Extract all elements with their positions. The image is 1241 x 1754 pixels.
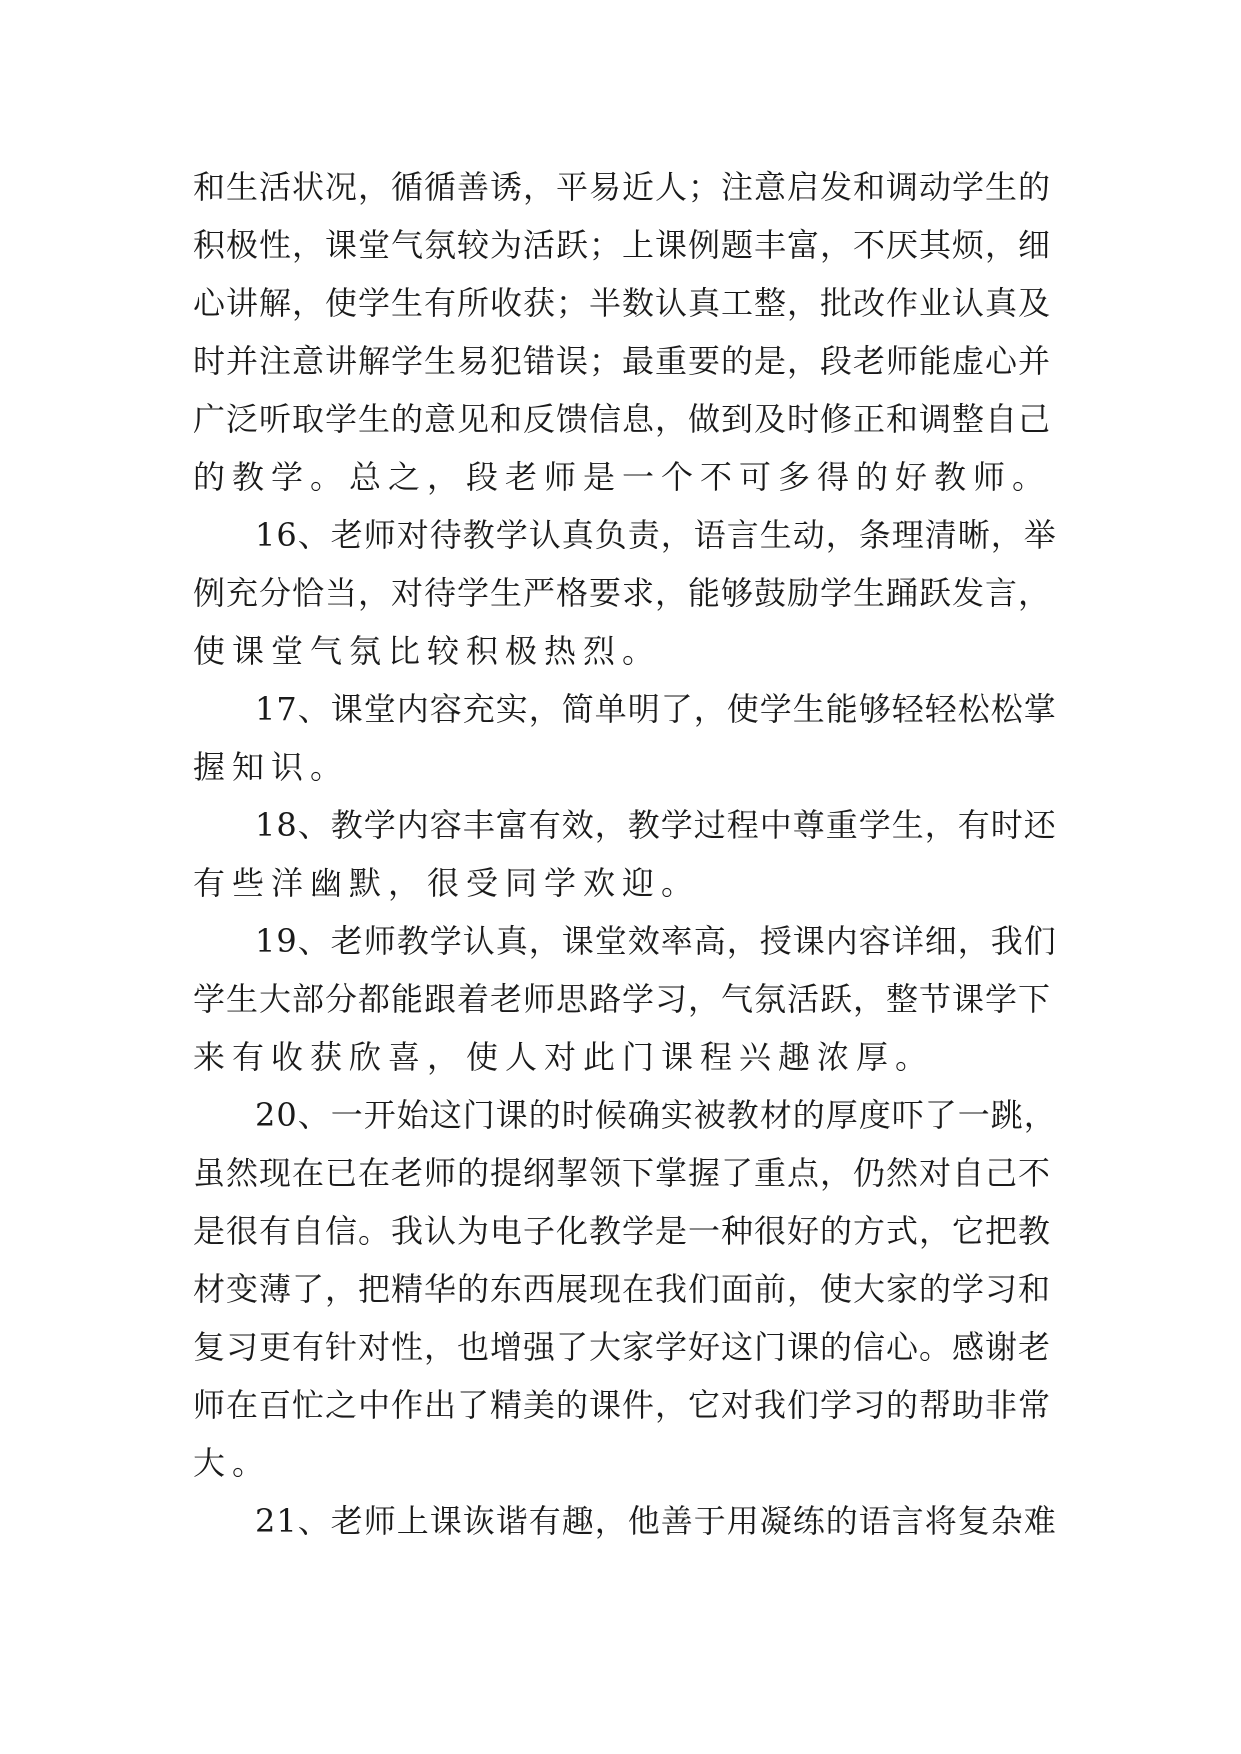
paragraph-start-line: 18、教学内容丰富有效，教学过程中尊重学生，有时还 — [255, 806, 1057, 844]
text-line: 广泛听取学生的意见和反馈信息，做到及时修正和调整自己 — [193, 400, 1052, 438]
text-line: 握知识。 — [193, 748, 350, 786]
text-line: 复习更有针对性，也增强了大家学好这门课的信心。感谢老 — [193, 1328, 1052, 1366]
text-line: 有些洋幽默，很受同学欢迎。 — [193, 864, 701, 902]
text-line: 的教学。总之，段老师是一个不可多得的好教师。 — [193, 458, 1052, 496]
text-line: 材变薄了，把精华的东西展现在我们面前，使大家的学习和 — [193, 1270, 1052, 1308]
text-line: 使课堂气氛比较积极热烈。 — [193, 632, 662, 670]
paragraph-start-line: 20、一开始这门课的时候确实被教材的厚度吓了一跳， — [255, 1096, 1057, 1134]
text-line: 学生大部分都能跟着老师思路学习，气氛活跃，整节课学下 — [193, 980, 1052, 1018]
document-body — [193, 158, 1063, 1550]
text-line: 例充分恰当，对待学生严格要求，能够鼓励学生踊跃发言， — [193, 574, 1052, 612]
text-line: 是很有自信。我认为电子化教学是一种很好的方式，它把教 — [193, 1212, 1052, 1250]
text-line: 和生活状况，循循善诱，平易近人；注意启发和调动学生的 — [193, 168, 1052, 206]
text-line: 心讲解，使学生有所收获；半数认真工整，批改作业认真及 — [193, 284, 1052, 322]
text-line: 时并注意讲解学生易犯错误；最重要的是，段老师能虚心并 — [193, 342, 1052, 380]
text-line: 来有收获欣喜，使人对此门课程兴趣浓厚。 — [193, 1038, 935, 1076]
paragraph-start-line: 19、老师教学认真，课堂效率高，授课内容详细，我们 — [255, 922, 1057, 960]
text-line: 师在百忙之中作出了精美的课件，它对我们学习的帮助非常 — [193, 1386, 1052, 1424]
paragraph-start-line: 21、老师上课诙谐有趣，他善于用凝练的语言将复杂难 — [255, 1502, 1057, 1540]
text-line: 积极性，课堂气氛较为活跃；上课例题丰富，不厌其烦，细 — [193, 226, 1052, 264]
text-line: 大。 — [193, 1444, 272, 1482]
text-line: 虽然现在已在老师的提纲挈领下掌握了重点，仍然对自己不 — [193, 1154, 1052, 1192]
paragraph-start-line: 16、老师对待教学认真负责，语言生动，条理清晰，举 — [255, 516, 1057, 554]
paragraph-start-line: 17、课堂内容充实，简单明了，使学生能够轻轻松松掌 — [255, 690, 1057, 728]
